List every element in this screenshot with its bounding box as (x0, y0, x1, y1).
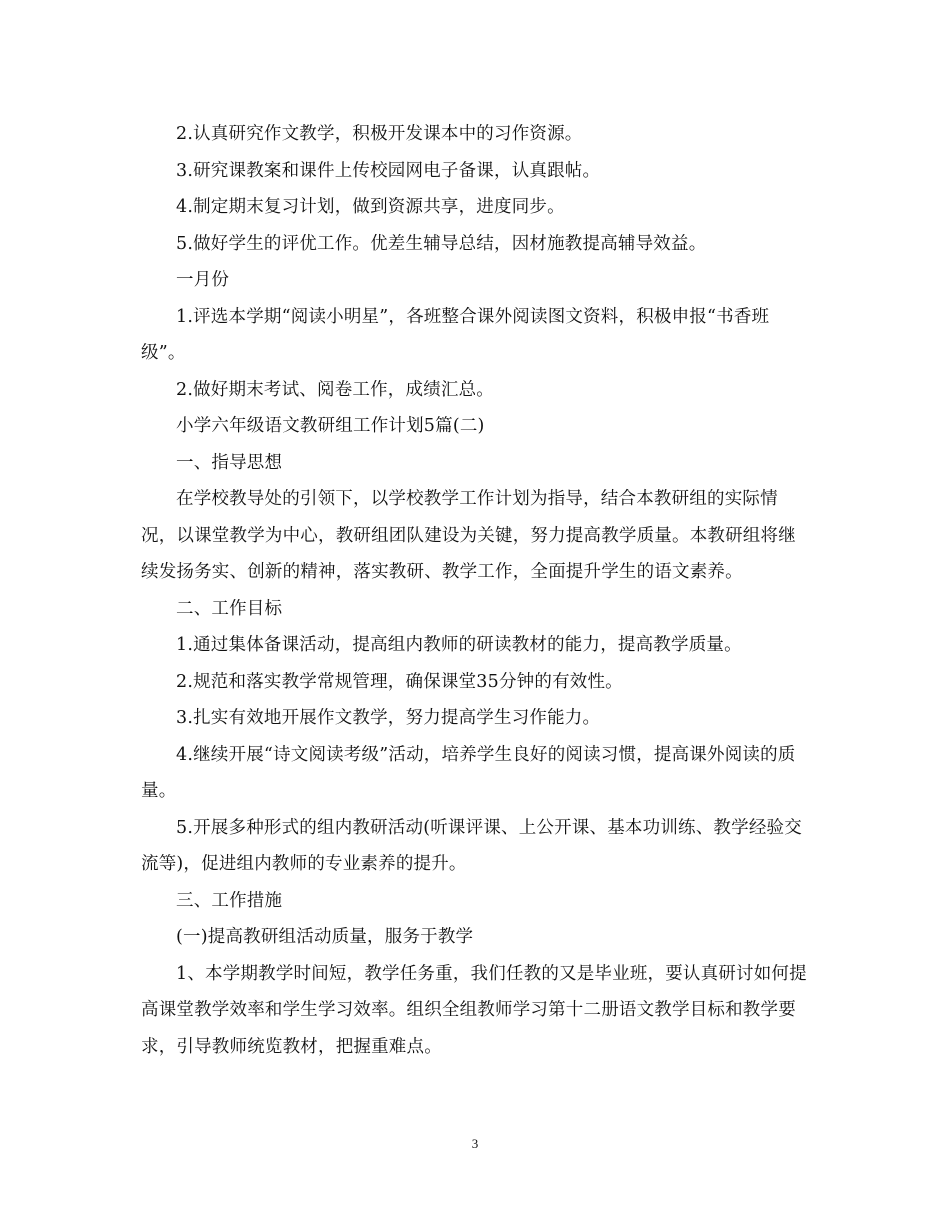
paragraph: 4.制定期末复习计划，做到资源共享，进度同步。 (176, 197, 565, 217)
page-number: 3 (471, 1136, 479, 1151)
paragraph: 2.规范和落实教学常规管理，确保课堂35分钟的有效性。 (176, 671, 623, 692)
paragraph: 1.评选本学期“阅读小明星”，各班整合课外阅读图文资料，积极申报“书香班级”。 (141, 306, 770, 363)
section-heading: 三、工作措施 (176, 890, 283, 911)
paragraph: 1、本学期教学时间短，教学任务重，我们任教的又是毕业班，要认真研讨如何提高课堂教学效率和学生学习效率。组织全组教师学习第十二册语文教学目标和教学要求，引导教师统览教材，把握重难点。 (141, 963, 807, 1057)
document-subtitle: 小学六年级语文教研组工作计划5篇(二) (176, 416, 485, 436)
document-body (141, 116, 811, 1065)
section-heading: 二、工作目标 (176, 598, 283, 619)
paragraph: 2.做好期末考试、阅卷工作，成绩汇总。 (176, 379, 494, 400)
paragraph: 1.通过集体备课活动，提高组内教师的研读教材的能力，提高教学质量。 (176, 635, 742, 655)
paragraph: 在学校教导处的引领下，以学校教学工作计划为指导，结合本教研组的实际情况，以课堂教学为中心，教研组团队建设为关键，努力提高教学质量。本教研组将继续发扬务实、创新的精神，落实教研、教学工作，全面提升学生的语文素养。 (141, 489, 796, 582)
paragraph: 3.扎实有效地开展作文教学，努力提高学生习作能力。 (176, 708, 601, 728)
paragraph: 3.研究课教案和课件上传校园网电子备课，认真跟帖。 (176, 160, 601, 181)
paragraph: 4.继续开展“诗文阅读考级”活动，培养学生良好的阅读习惯，提高课外阅读的质量。 (141, 744, 796, 801)
paragraph: 2.认真研究作文教学，积极开发课本中的习作资源。 (176, 124, 583, 144)
section-heading: 一、指导思想 (176, 452, 283, 473)
paragraph: 5.开展多种形式的组内教研活动(听课评课、上公开课、基本功训练、教学经验交流等)，促进组内教师的专业素养的提升。 (141, 817, 802, 874)
sub-heading: (一)提高教研组活动质量，服务于教学 (176, 927, 474, 947)
section-heading: 一月份 (176, 270, 230, 290)
paragraph: 5.做好学生的评优工作。优差生辅导总结，因材施教提高辅导效益。 (176, 233, 707, 254)
